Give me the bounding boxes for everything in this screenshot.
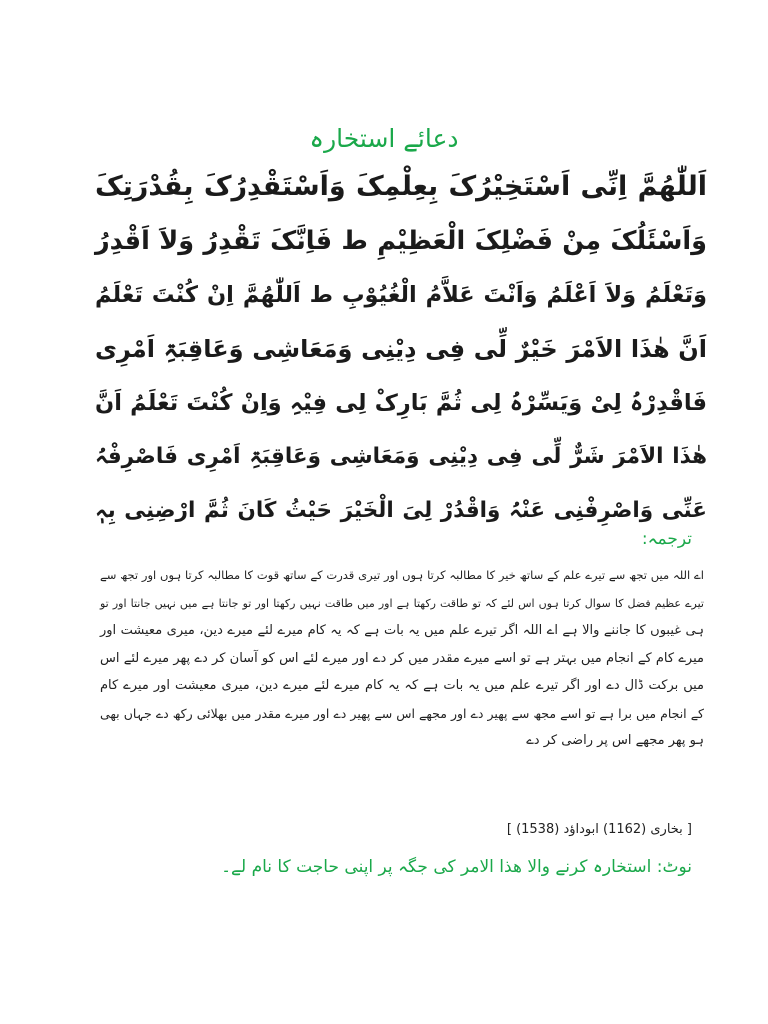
translation-line: میں برکت ڈال دے اور اگر تیرے علم میں یہ بات ہے کہ یہ کام میرے لئے میرے دین، میری معیشت اور میرے کام	[100, 678, 704, 693]
hadith-reference: [ بخاری (1162) ابوداؤد (1538) ]	[506, 822, 692, 837]
arabic-line: وَتَعْلَمُ وَلاَ اَعْلَمُ وَاَنْتَ عَلاَّمُ الْغُیُوْبِ ط اَللّٰھُمَّ اِنْ کُنْتَ تَعْلَمُ	[95, 282, 707, 308]
footnote: نوٹ: استخارہ کرنے والا ھذا الامر کی جگہ پر اپنی حاجت کا نام لے۔	[221, 857, 692, 877]
translation-line: اے اللہ میں تجھ سے تیرے علم کے ساتھ خیر کا مطالبہ کرتا ہوں اور تیری قدرت کے ساتھ قوت کا مطالبہ کرتا ہوں اور تجھ سے	[100, 568, 704, 582]
arabic-dua-text	[95, 160, 707, 538]
translation-line: تیرے عظیم فضل کا سوال کرتا ہوں اس لئے کہ تو طاقت رکھتا ہے اور میں طاقت نہیں رکھتا اور تو جانتا ہے میں نہیں جانتا اور تو	[100, 596, 704, 610]
arabic-line: ھٰذَا الاَمْرَ شَرٌّ لِّی فِی دِیْنِی وَمَعَاشِی وَعَاقِبَۃِ اَمْرِی فَاصْرِفْہُ	[95, 444, 707, 469]
page-title: دعائے استخارہ	[309, 124, 459, 153]
urdu-translation	[100, 562, 704, 755]
translation-line: کے انجام میں برا ہے تو اسے مجھ سے پھیر دے اور مجھے اس سے پھیر دے اور میرے مقدر میں بھلائی رکھ دے جہاں بھی	[100, 705, 704, 721]
arabic-line: وَاَسْئَلُکَ مِنْ فَضْلِکَ الْعَظِیْمِ ط فَاِنَّکَ تَقْدِرُ وَلاَ اَقْدِرُ	[95, 226, 707, 256]
arabic-line: فَاقْدِرْہُ لِیْ وَیَسِّرْہُ لِی ثُمَّ بَارِکْ لِی فِیْہِ وَاِنْ کُنْتَ تَعْلَمُ اَنَّ	[95, 390, 707, 416]
translation-line: میرے کام کے انجام میں بہتر ہے تو اسے میرے مقدر میں کر دے اور میرے لئے اس کو آسان کر دے پھر میرے لئے اس	[100, 650, 704, 666]
arabic-line: عَنِّی وَاصْرِفْنِی عَنْہُ وَاقْدُرْ لِیَ الْخَیْرَ حَیْثُ کَانَ ثُمَّ ارْضِنِی بِہٖ	[95, 498, 707, 523]
arabic-line: اَنَّ ھٰذَا الاَمْرَ خَیْرٌ لِّی فِی دِیْنِی وَمَعَاشِی وَعَاقِبَۃِ اَمْرِی	[95, 335, 707, 363]
translation-line: ہو پھر مجھے اس پر راضی کر دے	[526, 733, 704, 748]
arabic-line: اَللّٰھُمَّ اِنِّی اَسْتَخِیْرُکَ بِعِلْمِکَ وَاَسْتَقْدِرُکَ بِقُدْرَتِکَ	[95, 171, 707, 202]
translation-label: ترجمہ:	[641, 529, 692, 549]
translation-line: ہی غیبوں کا جاننے والا ہے اے اللہ اگر تیرے علم میں یہ بات ہے کہ یہ کام میرے لئے میرے دین، میری معیشت اور	[100, 623, 704, 638]
